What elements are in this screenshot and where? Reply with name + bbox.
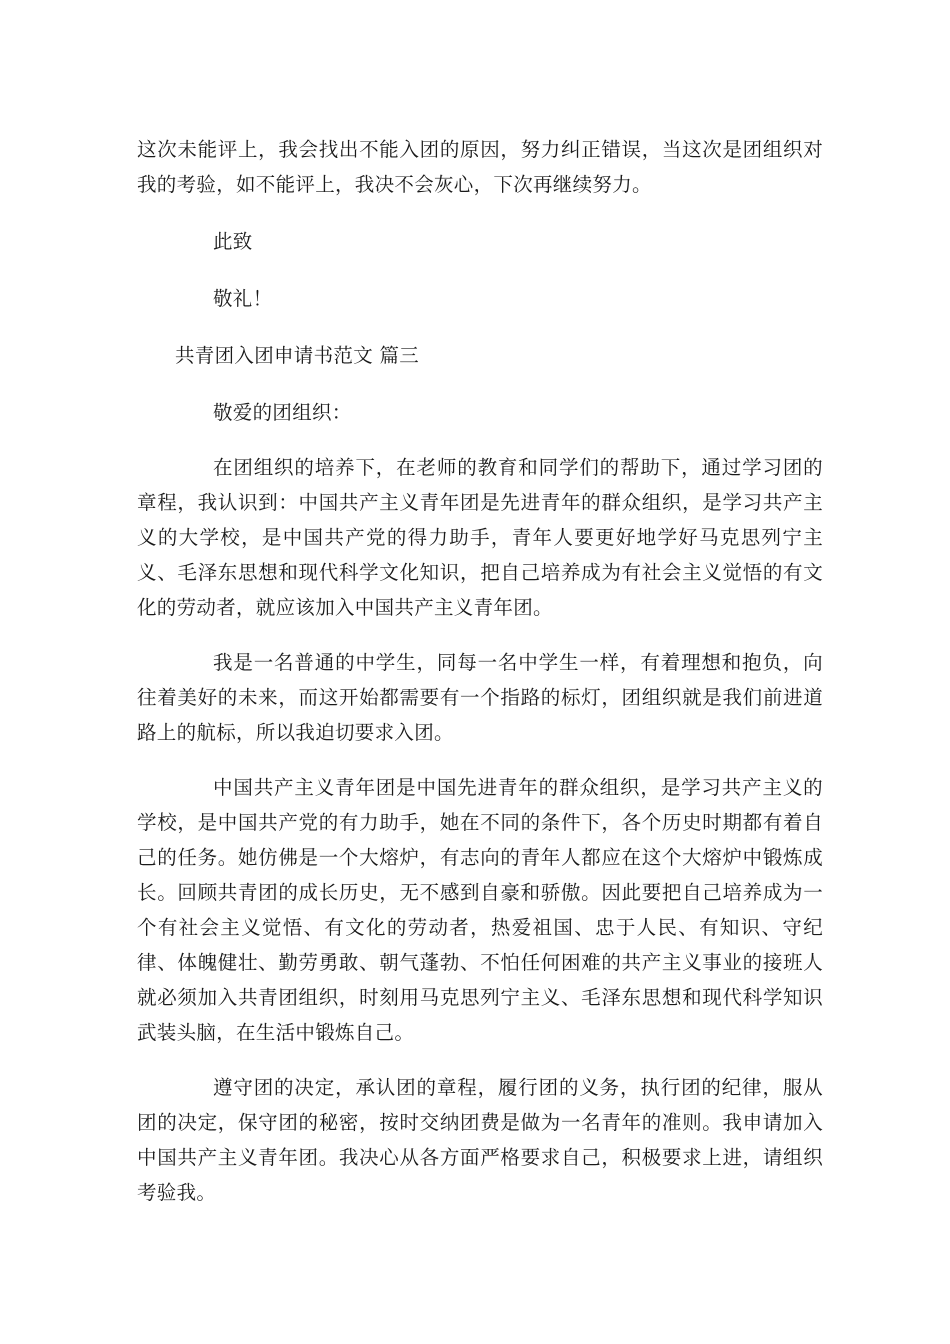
continuation-paragraph: 这次未能评上，我会找出不能入团的原因，努力纠正错误，当这次是团组织对我的考验，如不能评上，我决不会灰心，下次再继续努力。 bbox=[137, 138, 823, 196]
body-paragraph-4: 遵守团的决定，承认团的章程，履行团的义务，执行团的纪律，服从团的决定，保守团的秘密，按时交纳团费是做为一名青年的准则。我申请加入中国共产主义青年团。我决心从各方面严格要求自己，积极要求上进，请组织考验我。 bbox=[137, 1076, 823, 1204]
closing-ci-zhi: 此致 bbox=[213, 230, 253, 253]
salutation: 敬爱的团组织： bbox=[213, 401, 352, 424]
document-body bbox=[137, 132, 823, 1210]
body-paragraph-2: 我是一名普通的中学生，同每一名中学生一样，有着理想和抱负，向往着美好的未来，而这开始都需要有一个指路的标灯，团组织就是我们前进道路上的航标，所以我迫切要求入团。 bbox=[137, 651, 823, 744]
closing-jing-li: 敬礼！ bbox=[213, 287, 273, 310]
body-paragraph-1: 在团组织的培养下，在老师的教育和同学们的帮助下，通过学习团的章程，我认识到：中国共产主义青年团是先进青年的群众组织，是学习共产主义的大学校，是中国共产党的得力助手，青年人要更好地学好马克思列宁主义、毛泽东思想和现代科学文化知识，把自己培养成为有社会主义觉悟的有文化的劳动者，就应该加入中国共产主义青年团。 bbox=[137, 456, 823, 619]
body-paragraph-3: 中国共产主义青年团是中国先进青年的群众组织，是学习共产主义的学校，是中国共产党的有力助手，她在不同的条件下，各个历史时期都有着自己的任务。她仿佛是一个大熔炉，有志向的青年人都应在这个大熔炉中锻炼成长。回顾共青团的成长历史，无不感到自豪和骄傲。因此要把自己培养成为一个有社会主义觉悟、有文化的劳动者，热爱祖国、忠于人民、有知识、守纪律、体魄健壮、勤劳勇敢、朝气蓬勃、不怕任何困难的共产主义事业的接班人就必须加入共青团组织，时刻用马克思列宁主义、毛泽东思想和现代科学知识武装头脑，在生活中锻炼自己。 bbox=[137, 776, 823, 1044]
section-title: 共青团入团申请书范文 篇三 bbox=[175, 344, 420, 367]
